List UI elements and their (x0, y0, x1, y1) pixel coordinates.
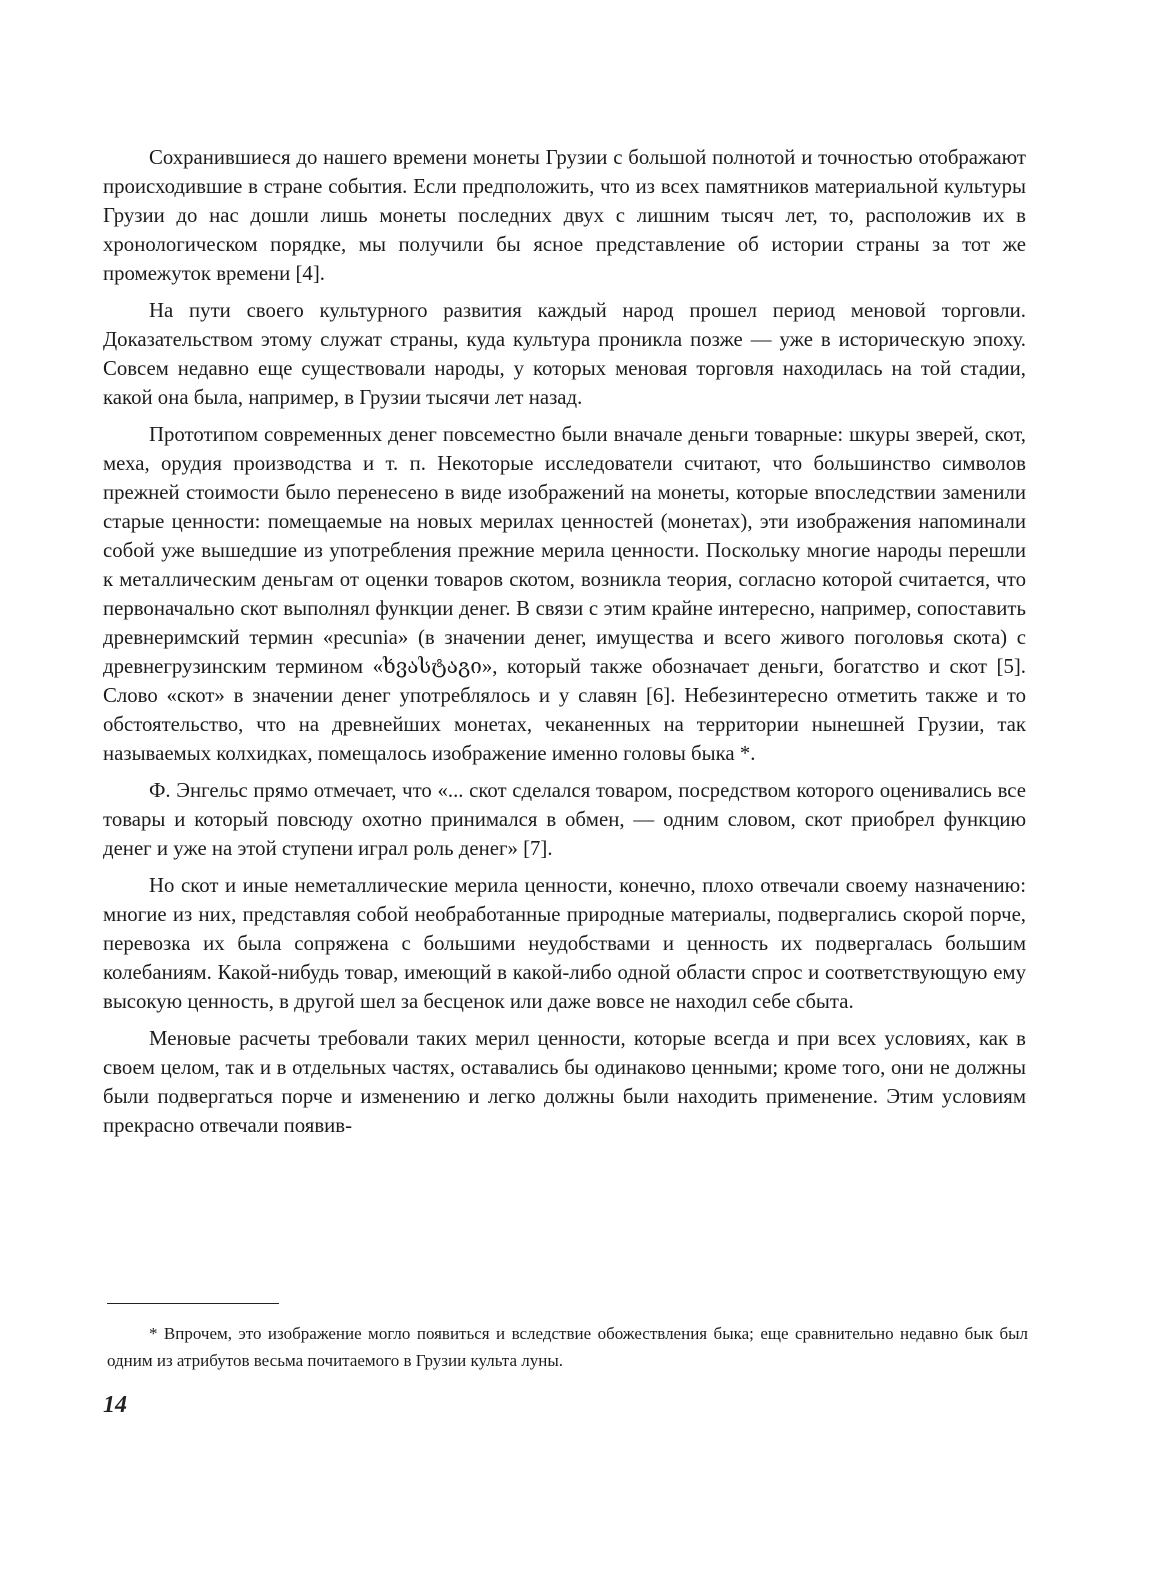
paragraph-nonmetal-measures: Но скот и иные неметаллические мерила ценности, конечно, плохо отвечали своему назначению: многие из них, представляя собой необработанные природные материалы, подвергались скорой порче, перевозка их была сопряжена с большими неудобствами и ценность их подвергалась большим колебаниям. Какой-нибудь товар, имеющий в какой-либо одной области спрос и соответствующую ему высокую ценность, в другой шел за бесценок или даже вовсе не находил себе сбыта. (103, 874, 1026, 1013)
footnote: * Впрочем, это изображение могло появиться и вследствие обожествления быка; еще сравнительно недавно бык был одним из атрибутов весьма почитаемого в Грузии культа луны. (107, 1324, 1028, 1370)
paragraph-barter-trade: На пути своего культурного развития каждый народ прошел период меновой торговли. Доказательством этому служат страны, куда культура проникла позже — уже в историческую эпоху. Совсем недавно еще существовали народы, у которых меновая торговля находилась на той стадии, какой она была, например, в Грузии тысячи лет назад. (103, 299, 1026, 409)
paragraph-exchange-requirements: Меновые расчеты требовали таких мерил ценности, которые всегда и при всех условиях, как в своем целом, так и в отдельных частях, оставались бы одинаково ценными; кроме того, они не должны были подвергаться порче и изменению и легко должны были находить применение. Этим условиям прекрасно отвечали появив- (103, 1027, 1026, 1137)
page-number: 14 (103, 1392, 127, 1418)
paragraph-engels-quote: Ф. Энгельс прямо отмечает, что «... скот сделался товаром, посредством которого оценивались все товары и который повсюду охотно принимался в обмен, — одним словом, скот приобрел функцию денег и уже на этой ступени играл роль денег» [7]. (103, 779, 1026, 860)
paragraph-coins-reflect-history: Сохранившиеся до нашего времени монеты Грузии с большой полнотой и точностью отображают происходившие в стране события. Если предположить, что из всех памятников материальной культуры Грузии до нас дошли лишь монеты последних двух с лишним тысяч лет, то, расположив их в хронологическом порядке, мы получили бы ясное представление об истории страны за тот же промежуток времени [4]. (103, 146, 1026, 285)
footnote-divider (107, 1303, 279, 1304)
main-text (103, 143, 1026, 1148)
paragraph-commodity-money: Прототипом современных денег повсеместно были вначале деньги товарные: шкуры зверей, скот, меха, орудия производства и т. п. Некоторые исследователи считают, что большинство символов прежней стоимости было перенесено в виде изображений на монеты, которые впоследствии заменили старые ценности: помещаемые на новых мерилах ценностей (монетах), эти изображения напоминали собой уже вышедшие из употребления прежние мерила ценности. Поскольку многие народы перешли к металлическим деньгам от оценки товаров скотом, возникла теория, согласно которой считается, что первоначально скот выполнял функции денег. В связи с этим крайне интересно, например, сопоставить древнеримский термин «pecunia» (в значении денег, имущества и всего живого поголовья скота) с древнегрузинским термином «ხვასტაგი», который также обозначает деньги, богатство и скот [5]. Слово «скот» в значении денег употреблялось и у славян [6]. Небезинтересно отметить также и то обстоятельство, что на древнейших монетах, чеканенных на территории нынешней Грузии, так называемых колхидках, помещалось изображение именно головы быка *. (103, 423, 1026, 765)
